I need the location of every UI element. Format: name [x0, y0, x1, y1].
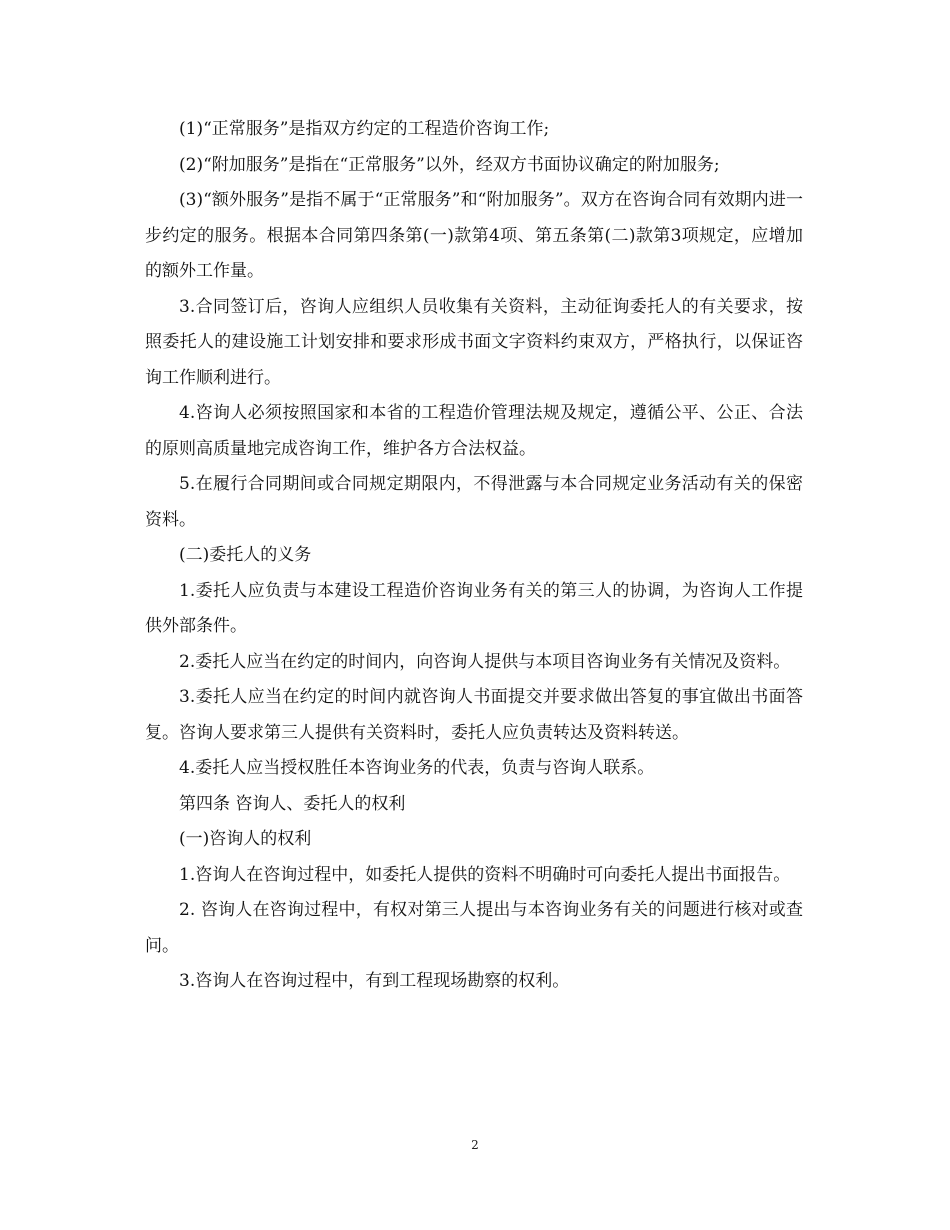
consultant-duty-5: 5.在履行合同期间或合同规定期限内，不得泄露与本合同规定业务活动有关的保密资料。	[145, 474, 803, 530]
clause-additional-service: (2)“附加服务”是指在“正常服务”以外，经双方书面协议确定的附加服务;	[179, 154, 720, 175]
client-duty-2: 2.委托人应当在约定的时间内，向咨询人提供与本项目咨询业务有关情况及资料。	[179, 651, 791, 672]
client-duty-1: 1.委托人应负责与本建设工程造价咨询业务有关的第三人的协调，为咨询人工作提供外部条件。	[145, 580, 803, 636]
consultant-right-3: 3.咨询人在咨询过程中，有到工程现场勘察的权利。	[179, 971, 570, 991]
clause-extra-service: (3)“额外服务”是指不属于“正常服务”和“附加服务”。双方在咨询合同有效期内进一步约定的服务。根据本合同第四条第(一)款第4项、第五条第(二)款第3项规定，应增加的额外工作量。	[145, 190, 803, 281]
page-number: 2	[471, 1138, 479, 1152]
consultant-right-1: 1.咨询人在咨询过程中，如委托人提供的资料不明确时可向委托人提出书面报告。	[179, 864, 791, 885]
clause-normal-service: (1)“正常服务”是指双方约定的工程造价咨询工作;	[179, 119, 550, 139]
client-duty-4: 4.委托人应当授权胜任本咨询业务的代表，负责与咨询人联系。	[179, 758, 655, 778]
consultant-duty-3: 3.合同签订后，咨询人应组织人员收集有关资料，主动征询委托人的有关要求，按照委托人的建设施工计划安排和要求形成书面文字资料约束双方，严格执行，以保证咨询工作顺利进行。	[145, 296, 803, 388]
article-four-heading: 第四条 咨询人、委托人的权利	[179, 793, 406, 814]
consultant-duty-4: 4.咨询人必须按照国家和本省的工程造价管理法规及规定，遵循公平、公正、合法的原则高质量地完成咨询工作，维护各方合法权益。	[145, 403, 803, 459]
client-duty-3: 3.委托人应当在约定的时间内就咨询人书面提交并要求做出答复的事宜做出书面答复。咨询人要求第三人提供有关资料时，委托人应负责转达及资料转送。	[145, 687, 803, 743]
section-heading-consultant-rights: (一)咨询人的权利	[179, 829, 312, 849]
consultant-right-2: 2. 咨询人在咨询过程中，有权对第三人提出与本咨询业务有关的问题进行核对或查问。	[145, 900, 803, 956]
section-heading-client-obligations: (二)委托人的义务	[179, 545, 312, 565]
document-body	[145, 112, 803, 1000]
